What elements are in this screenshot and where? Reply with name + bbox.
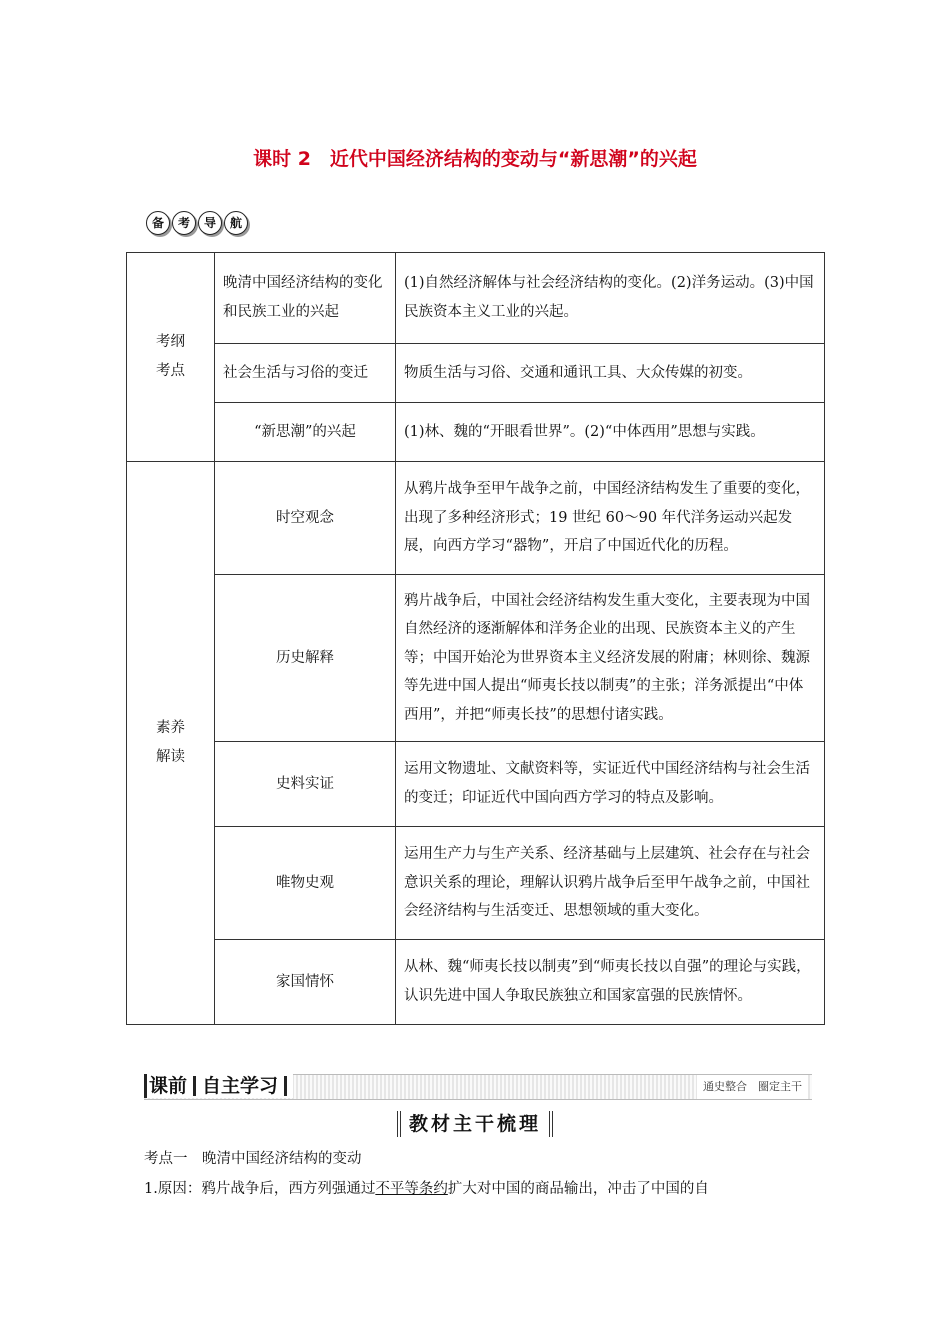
item-cell: “新思潮”的兴起 — [215, 403, 396, 462]
desc-cell: 运用文物遗址、文献资料等，实证近代中国经济结构与社会生活的变迁；印证近代中国向西方学习的特点及影响。 — [396, 742, 825, 827]
text-segment: 1.原因：鸦片战争后，西方列强通过 — [144, 1181, 376, 1197]
section-subtitle: 通史整合 圈定主干 — [697, 1075, 808, 1099]
desc-cell: 物质生活与习俗、交通和通讯工具、大众传媒的初变。 — [396, 344, 825, 403]
item-cell: 时空观念 — [215, 462, 396, 575]
badge-char: 备 — [146, 211, 170, 235]
prep-guide-table — [126, 252, 825, 1025]
badge-char: 考 — [172, 211, 196, 235]
text-segment: 扩大对中国的商品输出，冲击了中国的自 — [447, 1181, 709, 1197]
table-row — [127, 827, 825, 940]
badge-char: 导 — [198, 211, 222, 235]
desc-cell: 从林、魏“师夷长技以制夷”到“师夷长技以自强”的理论与实践，认识先进中国人争取民族独立和国家富强的民族情怀。 — [396, 940, 825, 1025]
item-cell: 史料实证 — [215, 742, 396, 827]
section-header-bar — [144, 1074, 812, 1100]
item-cell: 社会生活与习俗的变迁 — [215, 344, 396, 403]
item-cell: 家国情怀 — [215, 940, 396, 1025]
page-title: 课时 2 近代中国经济结构的变动与“新思潮”的兴起 — [253, 148, 697, 170]
category-cell: 考纲 考点 — [127, 253, 215, 462]
table-row — [127, 403, 825, 462]
desc-cell: (1)林、魏的“开眼看世界”。(2)“中体西用”思想与实践。 — [396, 403, 825, 462]
underlined-term: 不平等条约 — [375, 1181, 448, 1197]
desc-cell: 运用生产力与生产关系、经济基础与上层建筑、社会存在与社会意识关系的理论，理解认识鸦片战争后至甲午战争之前，中国社会经济结构与生活变迁、思想领域的重大变化。 — [396, 827, 825, 940]
category-cell: 素养 解读 — [127, 462, 215, 1025]
prep-guide-badge — [146, 211, 248, 235]
item-cell: 历史解释 — [215, 575, 396, 742]
item-cell: 唯物史观 — [215, 827, 396, 940]
subheading-text: 教材主干梳理 — [397, 1111, 553, 1137]
table-row — [127, 742, 825, 827]
desc-cell: 从鸦片战争至甲午战争之前，中国经济结构发生了重要的变化，出现了多种经济形式；19 世纪 60～90 年代洋务运动兴起发展，向西方学习“器物”，开启了中国近代化的历程。 — [396, 462, 825, 575]
desc-cell: 鸦片战争后，中国社会经济结构发生重大变化，主要表现为中国自然经济的逐渐解体和洋务企业的出现、民族资本主义的产生等；中国开始沦为世界资本主义经济发展的附庸；林则徐、魏源等先进中国人提出“师夷长技以制夷”的主张；洋务派提出“中体西用”，并把“师夷长技”的思想付诸实践。 — [396, 575, 825, 742]
point-heading: 考点一 晚清中国经济结构的变动 — [144, 1151, 362, 1167]
table-row — [127, 575, 825, 742]
badge-char: 航 — [224, 211, 248, 235]
divider — [284, 1076, 287, 1096]
item-cell: 晚清中国经济结构的变化和民族工业的兴起 — [215, 253, 396, 344]
section-title-b: 自主学习 — [202, 1075, 279, 1097]
table-row — [127, 940, 825, 1025]
section-title-a: 课前 — [149, 1075, 188, 1097]
section-title — [144, 1074, 293, 1098]
table-row — [127, 344, 825, 403]
divider — [193, 1076, 196, 1096]
table-row — [127, 462, 825, 575]
subheading — [0, 1111, 950, 1137]
desc-cell: (1)自然经济解体与社会经济结构的变化。(2)洋务运动。(3)中国民族资本主义工业的兴起。 — [396, 253, 825, 344]
paragraph-line — [144, 1177, 709, 1198]
table-row — [127, 253, 825, 344]
